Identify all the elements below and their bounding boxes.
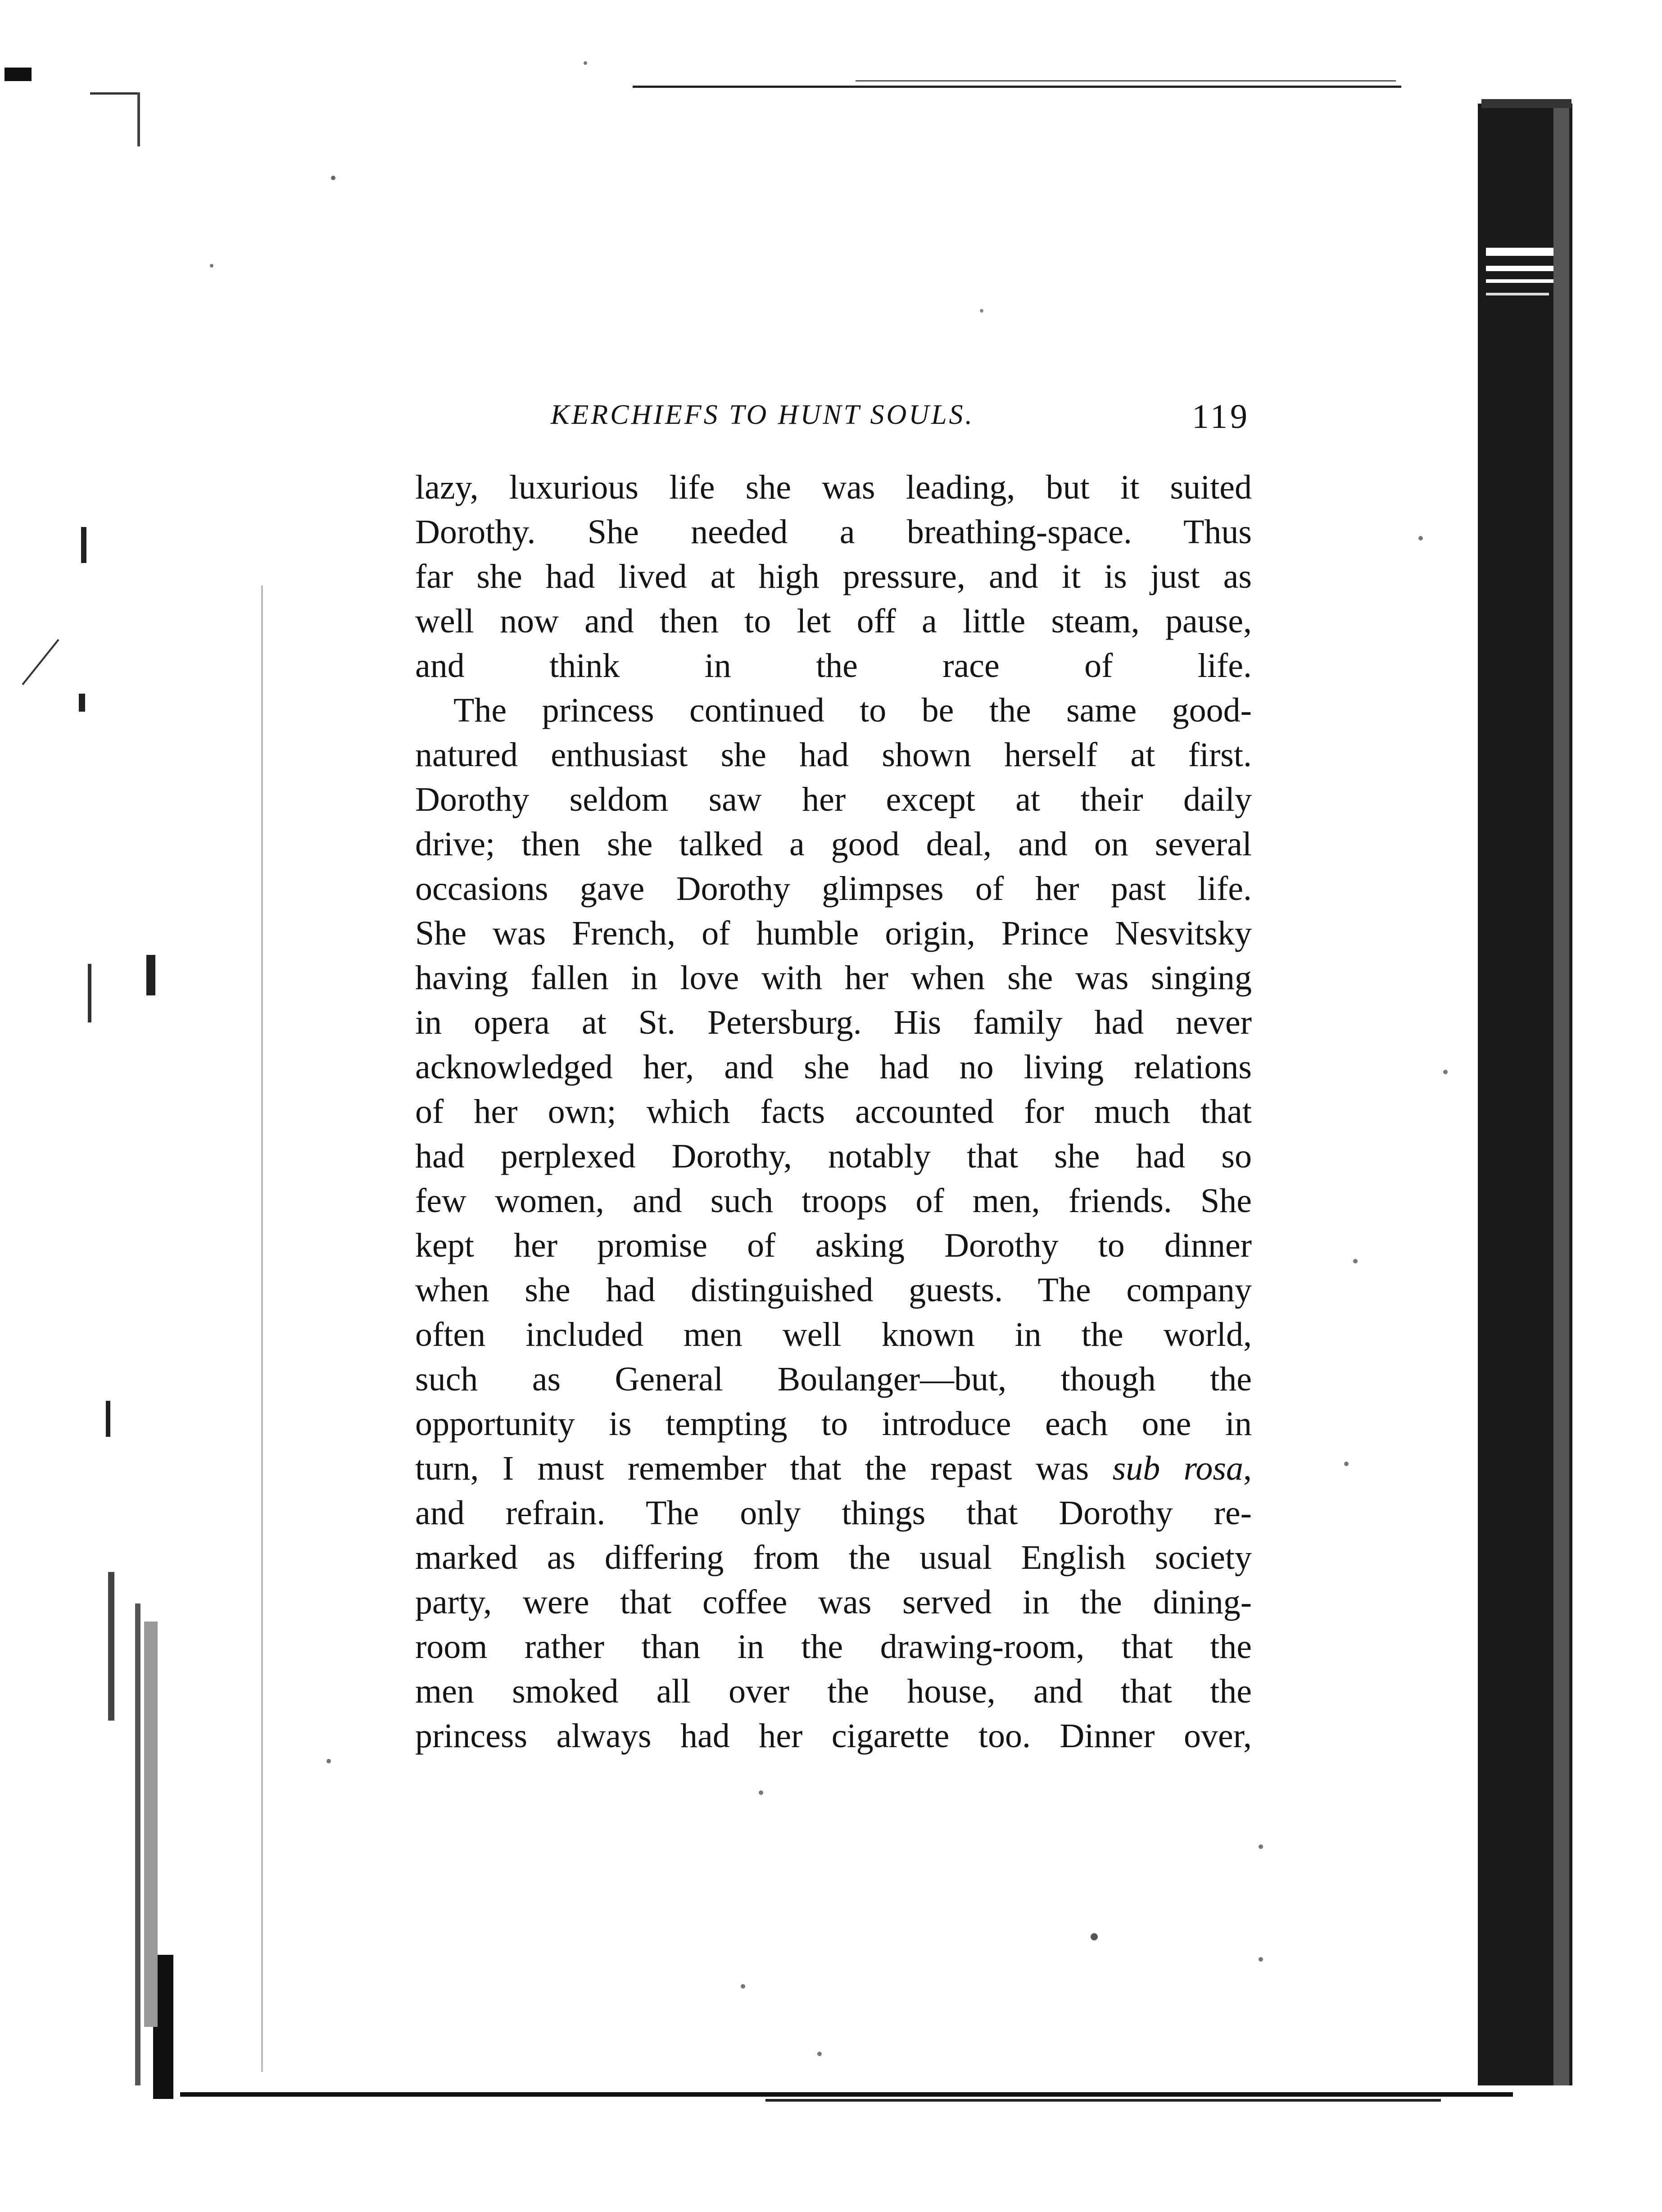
text-line: marked as differing from the usual English society <box>415 1539 1252 1576</box>
body-text <box>415 465 1252 1758</box>
text-line: having fallen in love with her when she was singing <box>415 959 1252 997</box>
running-title: KERCHIEFS TO HUNT SOULS. <box>551 400 975 430</box>
text-line: occasions gave Dorothy glimpses of her past life. <box>415 870 1252 908</box>
text-line: lazy, luxurious life she was leading, but it suited <box>415 468 1252 506</box>
text-line: She was French, of humble origin, Prince Nesvitsky <box>415 914 1252 952</box>
text-line: opportunity is tempting to introduce each one in <box>415 1405 1252 1443</box>
text-line: had perplexed Dorothy, notably that she had so <box>415 1137 1252 1175</box>
text-line: in opera at St. Petersburg. His family had never <box>415 1004 1252 1041</box>
text-line: drive; then she talked a good deal, and on several <box>415 825 1252 863</box>
text-line: natured enthusiast she had shown herself at first. <box>415 736 1252 774</box>
text-line: few women, and such troops of men, friends. She <box>415 1182 1252 1220</box>
page-number: 119 <box>1191 398 1250 436</box>
text-line: men smoked all over the house, and that the <box>415 1672 1252 1710</box>
text-line: room rather than in the drawing-room, that the <box>415 1628 1252 1666</box>
left-edge-mark <box>5 68 32 81</box>
text-segment: , <box>1243 1449 1252 1487</box>
text-line: of her own; which facts accounted for much that <box>415 1093 1252 1131</box>
text-segment: turn, I must remember that the repast was <box>415 1449 1113 1487</box>
text-line: princess always had her cigarette too. Dinner over, <box>415 1717 1252 1755</box>
text-line: such as General Boulanger—but, though the <box>415 1360 1252 1398</box>
top-rule <box>633 86 1401 88</box>
text-line <box>415 1446 1252 1491</box>
text-line: party, were that coffee was served in the dining- <box>415 1583 1252 1621</box>
text-line: Dorothy seldom saw her except at their daily <box>415 781 1252 818</box>
text-line: when she had distinguished guests. The company <box>415 1271 1252 1309</box>
text-line: The princess continued to be the same good- <box>453 691 1252 729</box>
running-head <box>551 391 1250 441</box>
text-line: Dorothy. She needed a breathing-space. Thus <box>415 513 1252 551</box>
text-line: often included men well known in the world, <box>415 1316 1252 1354</box>
text-line: acknowledged her, and she had no living relations <box>415 1048 1252 1086</box>
italic-phrase: sub rosa <box>1112 1449 1243 1487</box>
text-line: well now and then to let off a little steam, pause, <box>415 602 1252 640</box>
text-line: and think in the race of life. <box>415 647 1252 685</box>
text-line: and refrain. The only things that Dorothy re- <box>415 1494 1252 1532</box>
bottom-rule <box>180 2092 1513 2097</box>
text-line: kept her promise of asking Dorothy to dinner <box>415 1226 1252 1264</box>
text-line: far she had lived at high pressure, and it is just as <box>415 558 1252 595</box>
